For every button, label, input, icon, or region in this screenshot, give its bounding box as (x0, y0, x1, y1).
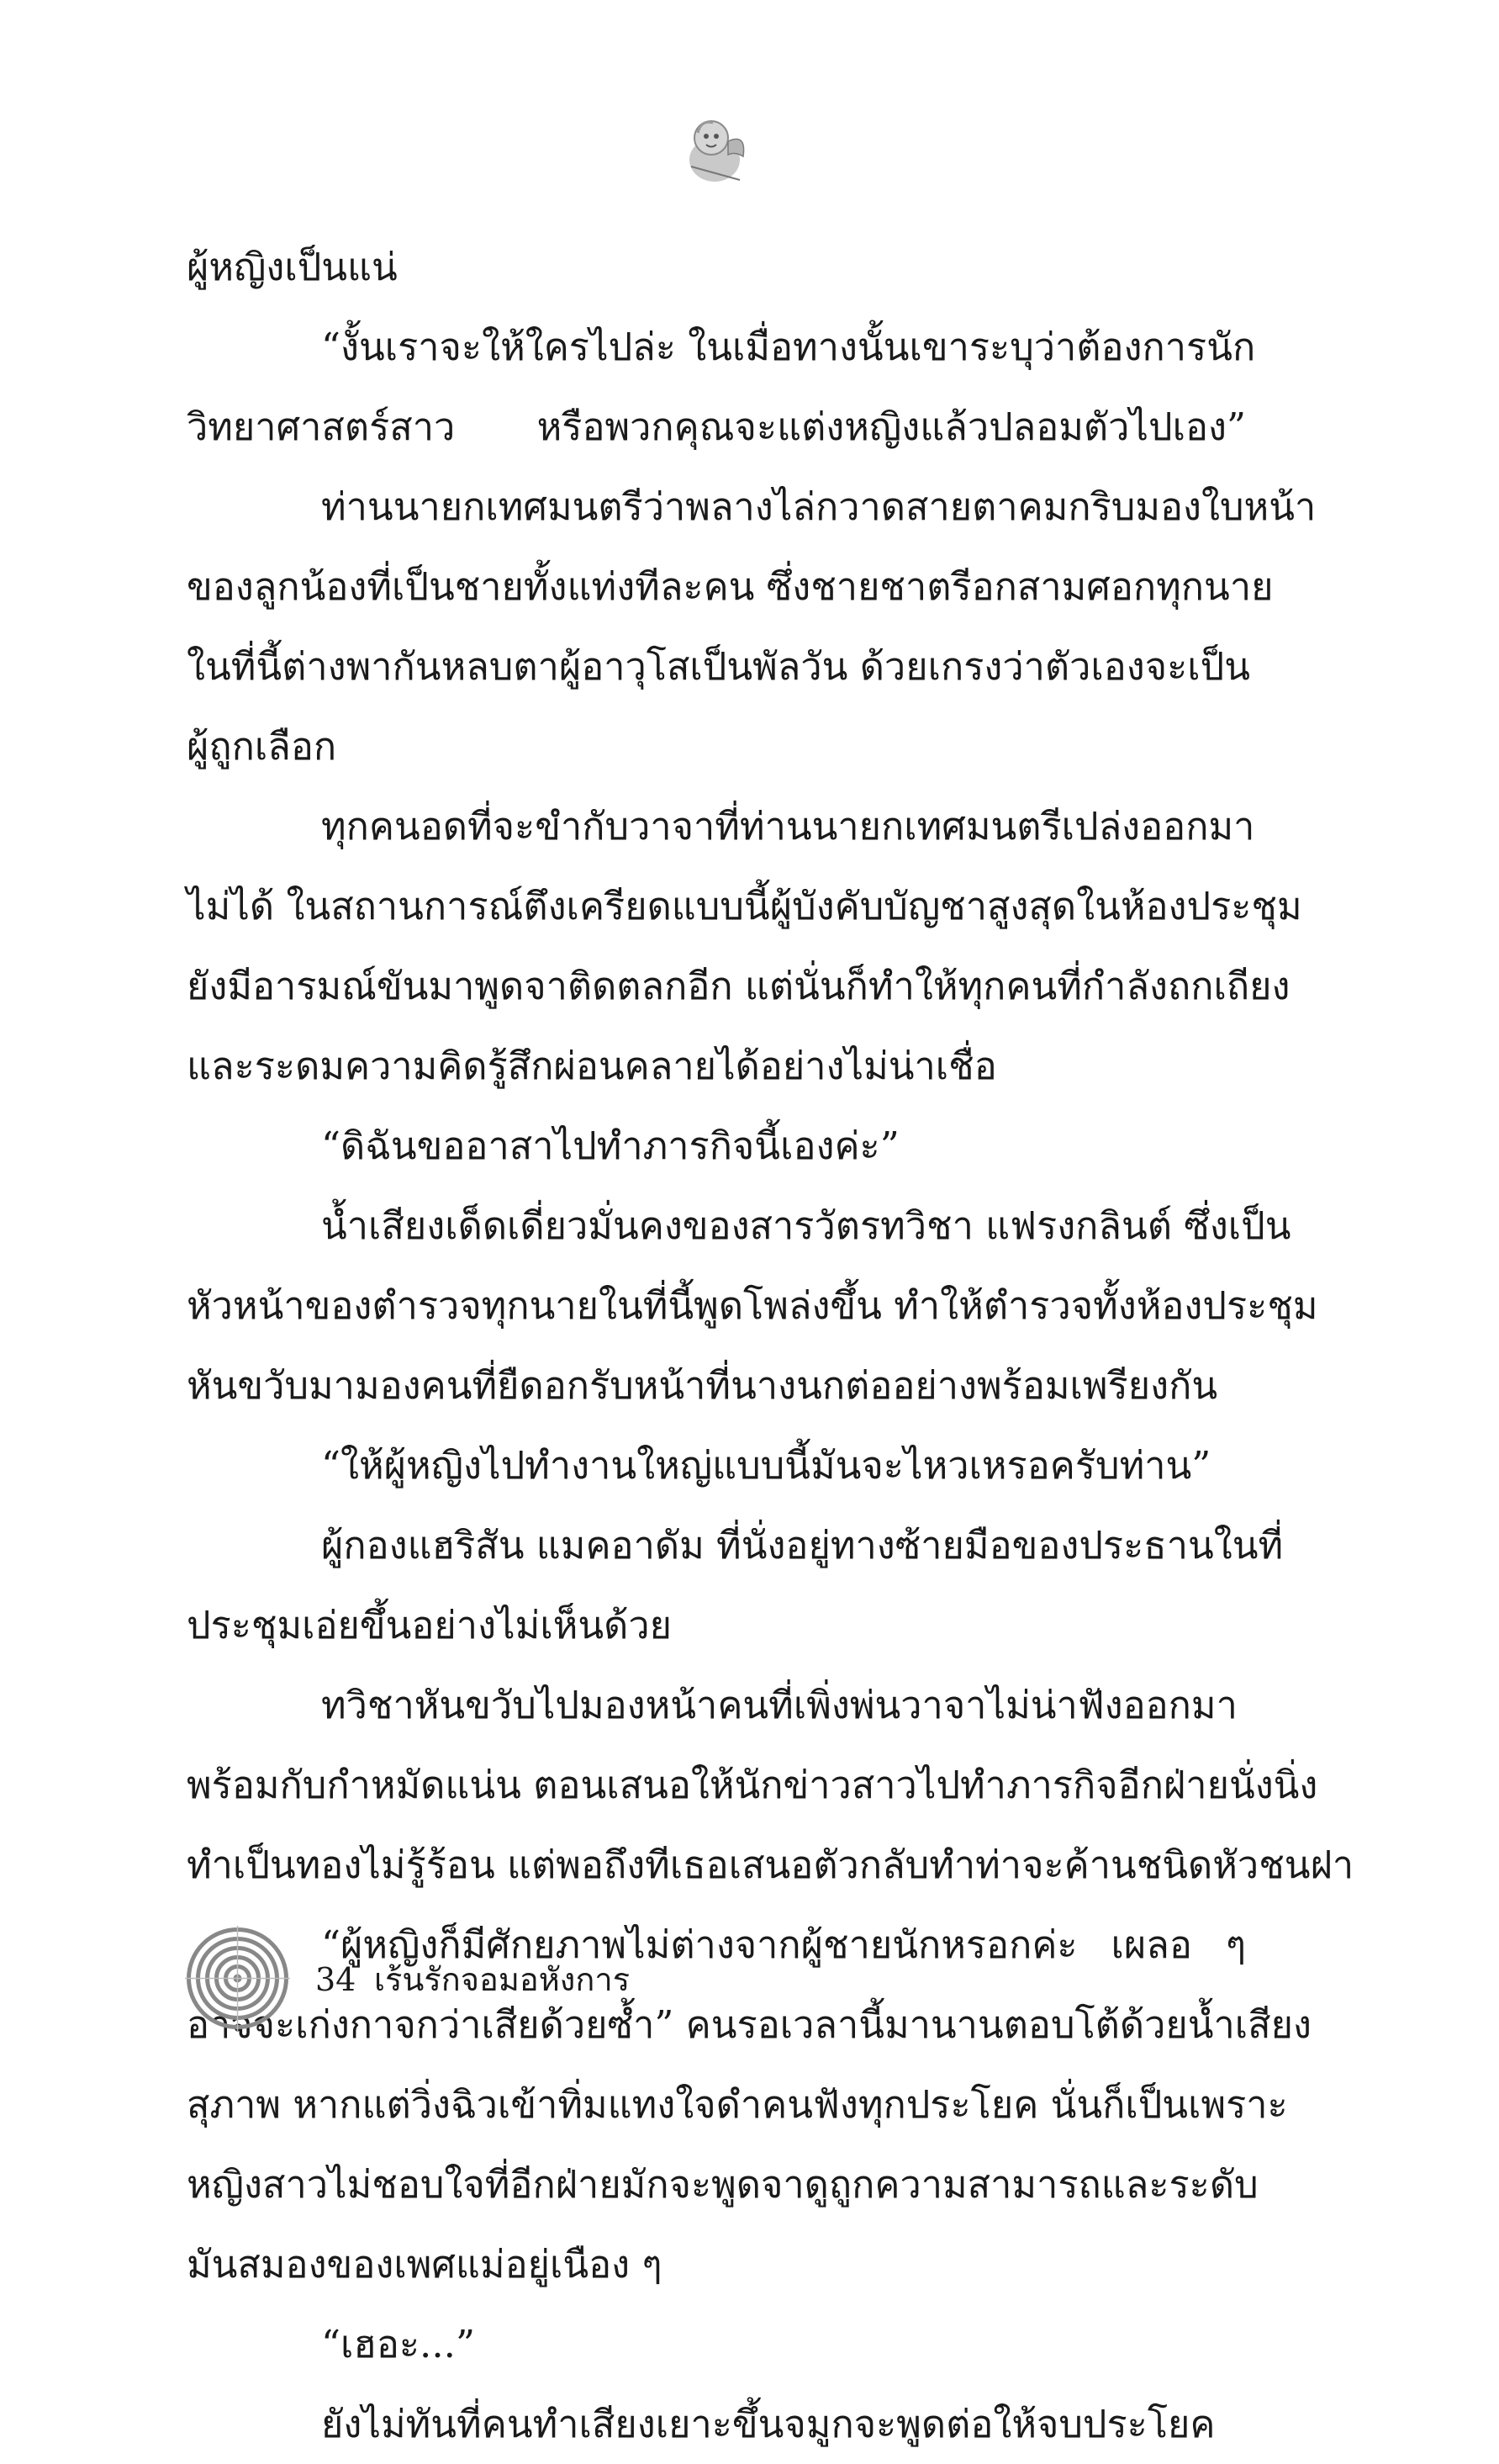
text-line: ไม่ได้ ในสถานการณ์ตึงเครียดแบบนี้ผู้บังคับบัญชาสูงสุดในห้องประชุม (187, 884, 1302, 928)
text-line: อาจจะเก่งกาจกว่าเสียด้วยซ้ำ” คนรอเวลานี้มานานตอบโต้ด้วยน้ำเสียง (187, 2002, 1312, 2047)
cupid-cherub-icon (673, 108, 757, 192)
text-line: ผู้หญิงเป็นแน่ (187, 245, 398, 289)
text-line: “งั้นเราจะให้ใครไปล่ะ ในเมื่อทางนั้นเขาระบุว่าต้องการนัก (321, 325, 1256, 369)
text-line: พร้อมกับกำหมัดแน่น ตอนเสนอให้นักข่าวสาวไปทำภารกิจอีกฝ่ายนั่งนิ่ง (187, 1763, 1318, 1807)
text-line: และระดมความคิดรู้สึกผ่อนคลายได้อย่างไม่น่าเชื่อ (187, 1044, 997, 1088)
text-line: ประชุมเอ่ยขึ้นอย่างไม่เห็นด้วย (187, 1603, 673, 1647)
text-line: น้ำเสียงเด็ดเดี่ยวมั่นคงของสารวัตรทวิชา แฟรงกลินต์ ซึ่งเป็น (321, 1203, 1291, 1248)
text-line: “ดิฉันขออาสาไปทำภารกิจนี้เองค่ะ” (321, 1124, 900, 1168)
text-line: ทำเป็นทองไม่รู้ร้อน แต่พอถึงทีเธอเสนอตัวกลับทำท่าจะค้านชนิดหัวชนฝา (187, 1843, 1354, 1887)
text-line: ทุกคนอดที่จะขำกับวาจาที่ท่านนายกเทศมนตรีเปล่งออกมา (321, 804, 1255, 849)
page-number: 34 (315, 1961, 356, 1998)
text-line: “เฮอะ...” (321, 2322, 475, 2366)
text-line: มันสมองของเพศแม่อยู่เนือง ๆ (187, 2242, 662, 2287)
text-line: หญิงสาวไม่ชอบใจที่อีกฝ่ายมักจะพูดจาดูถูกความสามารถและระดับ (187, 2162, 1259, 2207)
text-line: ผู้ถูกเลือก (187, 724, 337, 769)
target-rings-icon (185, 1926, 290, 2031)
book-title: เร้นรักจอมอหังการ (374, 1961, 631, 1998)
page-footer (185, 1926, 773, 2035)
text-line: ท่านนายกเทศมนตรีว่าพลางไล่กวาดสายตาคมกริบมองใบหน้า (321, 484, 1317, 529)
text-line: ในที่นี้ต่างพากันหลบตาผู้อาวุโสเป็นพัลวัน ด้วยเกรงว่าตัวเองจะเป็น (187, 644, 1250, 689)
text-line: “ให้ผู้หญิงไปทำงานใหญ่แบบนี้มันจะไหวเหรอครับท่าน” (321, 1443, 1211, 1488)
text-line: ทวิชาหันขวับไปมองหน้าคนที่เพิ่งพ่นวาจาไม่น่าฟังออกมา (321, 1683, 1238, 1727)
text-line: หันขวับมามองคนที่ยืดอกรับหน้าที่นางนกต่ออย่างพร้อมเพรียงกัน (187, 1363, 1218, 1408)
text-line: ยังมีอารมณ์ขันมาพูดจาติดตลกอีก แต่นั่นก็ทำให้ทุกคนที่กำลังถกเถียง (187, 964, 1291, 1008)
text-line: ผู้กองแฮริสัน แมคอาดัม ที่นั่งอยู่ทางซ้ายมือของประธานในที่ (321, 1523, 1284, 1568)
text-line: สุภาพ หากแต่วิ่งฉิวเข้าทิ่มแทงใจดำคนฟังทุกประโยค นั่นก็เป็นเพราะ (187, 2082, 1288, 2127)
story-text (187, 227, 1354, 2464)
text-line: “ผู้หญิงก็มีศักยภาพไม่ต่างจากผู้ชายนักหรอกค่ะ เผลอ ๆ (321, 1922, 1246, 1967)
text-line: หัวหน้าของตำรวจทุกนายในที่นี้พูดโพล่งขึ้น ทำให้ตำรวจทั้งห้องประชุม (187, 1283, 1318, 1328)
text-line: วิทยาศาสตร์สาว หรือพวกคุณจะแต่งหญิงแล้วปลอมตัวไปเอง” (187, 404, 1246, 449)
text-line: ของลูกน้องที่เป็นชายทั้งแท่งทีละคน ซึ่งชายชาตรีอกสามศอกทุกนาย (187, 564, 1274, 609)
text-line: ยังไม่ทันที่คนทำเสียงเยาะขึ้นจมูกจะพูดต่อให้จบประโยค (321, 2402, 1216, 2446)
